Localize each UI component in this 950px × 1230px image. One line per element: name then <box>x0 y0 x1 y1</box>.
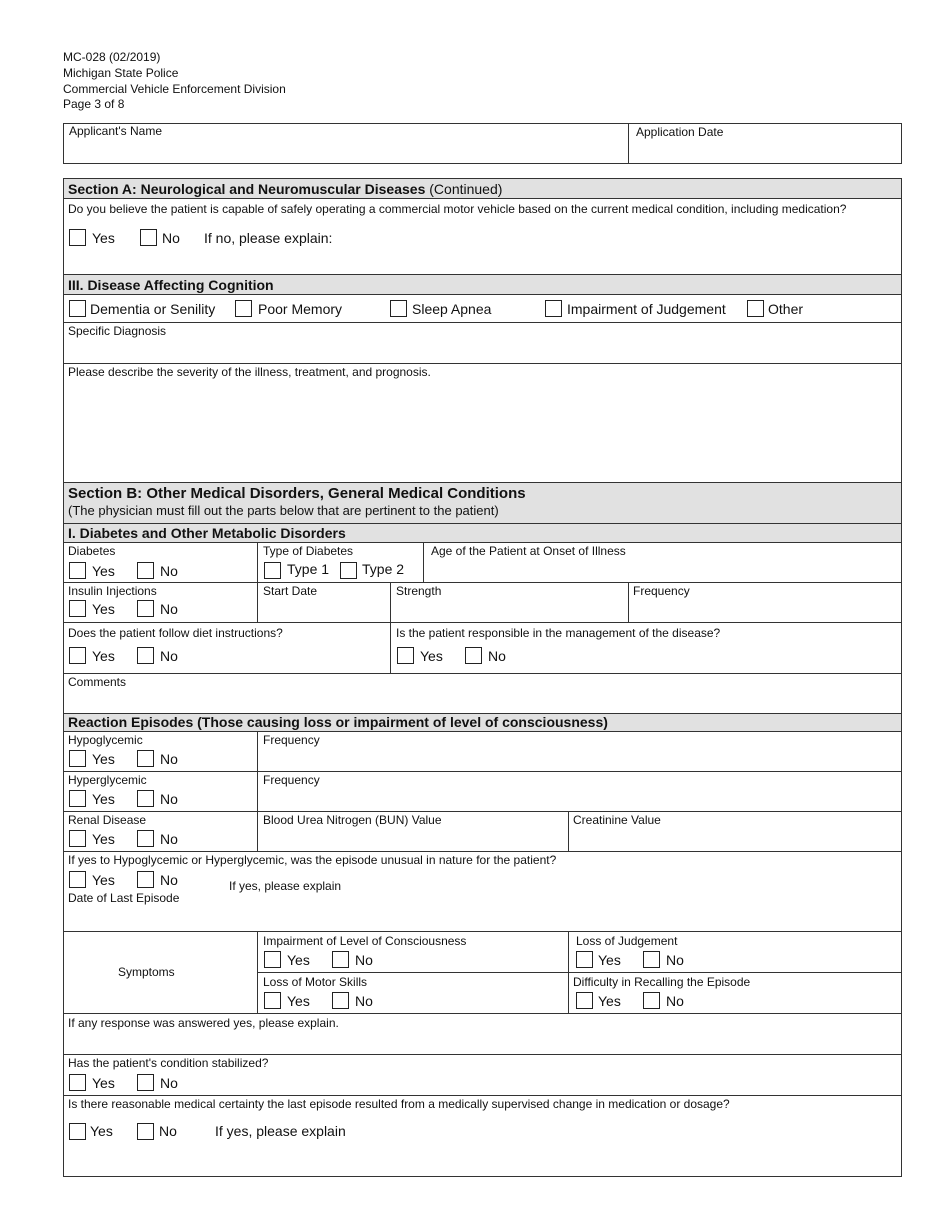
hypoglycemic-frequency-label: Frequency <box>263 733 320 747</box>
unusual-question: If yes to Hypoglycemic or Hyperglycemic, was the episode unusual in nature for the patient? <box>68 853 557 867</box>
loss-judgement-yes-checkbox[interactable] <box>576 951 593 968</box>
loss-motor-no-label: No <box>355 993 373 1009</box>
insulin-frequency-field[interactable] <box>630 599 900 621</box>
poor-memory-checkbox[interactable] <box>235 300 252 317</box>
capable-yes-checkbox[interactable] <box>69 229 86 246</box>
loss-motor-label: Loss of Motor Skills <box>263 975 368 989</box>
impairment-no-label: No <box>355 952 373 968</box>
specific-diagnosis-field[interactable] <box>64 339 900 362</box>
hypoglycemic-no-label: No <box>160 751 178 767</box>
hyperglycemic-yes-label: Yes <box>92 791 115 807</box>
hyperglycemic-yes-checkbox[interactable] <box>69 790 86 807</box>
renal-no-checkbox[interactable] <box>137 830 154 847</box>
applicant-name-field[interactable] <box>64 140 627 162</box>
sleep-apnea-label: Sleep Apnea <box>412 301 492 317</box>
applicant-name-label: Applicant's Name <box>69 124 162 138</box>
bun-label: Blood Urea Nitrogen (BUN) Value <box>263 813 442 827</box>
application-date-field[interactable] <box>630 140 900 162</box>
impairment-yes-label: Yes <box>287 952 310 968</box>
describe-label: Please describe the severity of the illness, treatment, and prognosis. <box>68 365 431 379</box>
hyperglycemic-label: Hyperglycemic <box>68 773 147 787</box>
certainty-no-label: No <box>159 1123 177 1139</box>
application-date-label: Application Date <box>636 125 724 139</box>
type2-checkbox[interactable] <box>340 562 357 579</box>
hypoglycemic-yes-label: Yes <box>92 751 115 767</box>
comments-field[interactable] <box>64 690 900 712</box>
renal-label: Renal Disease <box>68 813 147 827</box>
bun-field[interactable] <box>259 828 567 850</box>
diet-yes-checkbox[interactable] <box>69 647 86 664</box>
page-number: Page 3 of 8 <box>63 97 125 112</box>
type1-label: Type 1 <box>287 561 330 577</box>
insulin-no-checkbox[interactable] <box>137 600 154 617</box>
type2-label: Type 2 <box>362 561 405 577</box>
insulin-yes-label: Yes <box>92 601 115 617</box>
unusual-no-label: No <box>160 872 178 888</box>
unusual-no-checkbox[interactable] <box>137 871 154 888</box>
any-yes-explain-label: If any response was answered yes, please explain. <box>68 1016 339 1030</box>
certainty-yes-label: Yes <box>90 1123 113 1139</box>
diet-yes-label: Yes <box>92 648 115 664</box>
hypoglycemic-frequency-field[interactable] <box>259 748 900 770</box>
stabilized-no-checkbox[interactable] <box>137 1074 154 1091</box>
responsible-yes-checkbox[interactable] <box>397 647 414 664</box>
certainty-yes-checkbox[interactable] <box>69 1123 86 1140</box>
loss-judgement-label: Loss of Judgement <box>576 934 678 948</box>
renal-yes-checkbox[interactable] <box>69 830 86 847</box>
strength-label: Strength <box>396 584 442 598</box>
age-onset-field[interactable] <box>425 560 900 581</box>
section-a-title: Section A: Neurological and Neuromuscular Diseases (Continued) <box>68 181 503 197</box>
insulin-label: Insulin Injections <box>68 584 157 598</box>
other-label: Other <box>768 301 804 317</box>
stabilized-yes-label: Yes <box>92 1075 115 1091</box>
loss-motor-yes-checkbox[interactable] <box>264 992 281 1009</box>
capable-no-checkbox[interactable] <box>140 229 157 246</box>
creatinine-label: Creatinine Value <box>573 813 661 827</box>
responsible-question: Is the patient responsible in the management of the disease? <box>396 626 721 640</box>
renal-yes-label: Yes <box>92 831 115 847</box>
division-name: Commercial Vehicle Enforcement Division <box>63 81 286 96</box>
certainty-question: Is there reasonable medical certainty the last episode resulted from a medically supervised change in medication or dosage? <box>68 1097 730 1111</box>
difficulty-label: Difficulty in Recalling the Episode <box>573 975 751 989</box>
hyperglycemic-frequency-field[interactable] <box>259 788 900 810</box>
agency-name: Michigan State Police <box>63 65 179 80</box>
symptoms-label: Symptoms <box>118 965 175 979</box>
difficulty-no-label: No <box>666 993 684 1009</box>
hyperglycemic-frequency-label: Frequency <box>263 773 320 787</box>
loss-motor-yes-label: Yes <box>287 993 310 1009</box>
responsible-yes-label: Yes <box>420 648 443 664</box>
date-last-episode-label: Date of Last Episode <box>68 891 180 905</box>
impairment-label: Impairment of Level of Consciousness <box>263 934 467 948</box>
other-checkbox[interactable] <box>747 300 764 317</box>
unusual-explain-label: If yes, please explain <box>229 879 342 893</box>
form-header <box>63 50 286 113</box>
sleep-apnea-checkbox[interactable] <box>390 300 407 317</box>
responsible-no-checkbox[interactable] <box>465 647 482 664</box>
unusual-explain-field[interactable] <box>350 870 900 930</box>
capable-no-label: No <box>162 230 180 246</box>
impairment-judgement-checkbox[interactable] <box>545 300 562 317</box>
comments-label: Comments <box>68 675 127 689</box>
section-b-title: Section B: Other Medical Disorders, General Medical Conditions <box>68 485 526 502</box>
diabetes-yes-label: Yes <box>92 563 115 579</box>
if-no-explain-label: If no, please explain: <box>204 230 333 246</box>
hypoglycemic-no-checkbox[interactable] <box>137 750 154 767</box>
diabetes-section-title: I. Diabetes and Other Metabolic Disorders <box>68 525 346 541</box>
strength-field[interactable] <box>392 599 627 621</box>
dementia-checkbox[interactable] <box>69 300 86 317</box>
hypoglycemic-label: Hypoglycemic <box>68 733 143 747</box>
insulin-frequency-label: Frequency <box>633 584 690 598</box>
loss-motor-no-checkbox[interactable] <box>332 992 349 1009</box>
describe-field[interactable] <box>64 381 900 481</box>
capable-yes-label: Yes <box>92 230 115 246</box>
start-date-label: Start Date <box>263 584 318 598</box>
certainty-explain-field[interactable] <box>350 1118 900 1175</box>
age-onset-label: Age of the Patient at Onset of Illness <box>431 544 626 558</box>
cognition-title: III. Disease Affecting Cognition <box>68 277 274 293</box>
certainty-explain-label: If yes, please explain <box>215 1123 346 1139</box>
diet-no-checkbox[interactable] <box>137 647 154 664</box>
diet-no-label: No <box>160 648 178 664</box>
specific-diagnosis-label: Specific Diagnosis <box>68 324 167 338</box>
any-yes-explain-field[interactable] <box>64 1031 900 1053</box>
unusual-yes-label: Yes <box>92 872 115 888</box>
creatinine-field[interactable] <box>570 828 900 850</box>
if-no-explain-field[interactable] <box>340 226 900 272</box>
dementia-label: Dementia or Senility <box>90 301 216 317</box>
hyperglycemic-no-label: No <box>160 791 178 807</box>
loss-judgement-no-label: No <box>666 952 684 968</box>
difficulty-yes-checkbox[interactable] <box>576 992 593 1009</box>
diabetes-no-label: No <box>160 563 178 579</box>
responsible-no-label: No <box>488 648 506 664</box>
loss-judgement-no-checkbox[interactable] <box>643 951 660 968</box>
difficulty-no-checkbox[interactable] <box>643 992 660 1009</box>
impairment-yes-checkbox[interactable] <box>264 951 281 968</box>
renal-no-label: No <box>160 831 178 847</box>
insulin-no-label: No <box>160 601 178 617</box>
hyperglycemic-no-checkbox[interactable] <box>137 790 154 807</box>
certainty-no-checkbox[interactable] <box>137 1123 154 1140</box>
type-of-diabetes-label: Type of Diabetes <box>263 544 354 558</box>
unusual-yes-checkbox[interactable] <box>69 871 86 888</box>
diet-question: Does the patient follow diet instructions? <box>68 626 283 640</box>
type1-checkbox[interactable] <box>264 562 281 579</box>
diabetes-label: Diabetes <box>68 544 116 558</box>
section-b-subtitle: (The physician must fill out the parts below that are pertinent to the patient) <box>68 503 499 518</box>
impairment-no-checkbox[interactable] <box>332 951 349 968</box>
start-date-field[interactable] <box>259 599 389 621</box>
insulin-yes-checkbox[interactable] <box>69 600 86 617</box>
impairment-judgement-label: Impairment of Judgement <box>567 301 726 317</box>
capable-question: Do you believe the patient is capable of safely operating a commercial motor vehicle based on the current medical condition, including medication? <box>68 202 847 216</box>
hypoglycemic-yes-checkbox[interactable] <box>69 750 86 767</box>
diabetes-yes-checkbox[interactable] <box>69 562 86 579</box>
poor-memory-label: Poor Memory <box>258 301 343 317</box>
loss-judgement-yes-label: Yes <box>598 952 621 968</box>
stabilized-yes-checkbox[interactable] <box>69 1074 86 1091</box>
difficulty-yes-label: Yes <box>598 993 621 1009</box>
stabilized-question: Has the patient's condition stabilized? <box>68 1056 269 1070</box>
stabilized-no-label: No <box>160 1075 178 1091</box>
diabetes-no-checkbox[interactable] <box>137 562 154 579</box>
form-number: MC-028 (02/2019) <box>63 50 161 64</box>
reaction-title: Reaction Episodes (Those causing loss or impairment of level of consciousness) <box>68 714 608 730</box>
